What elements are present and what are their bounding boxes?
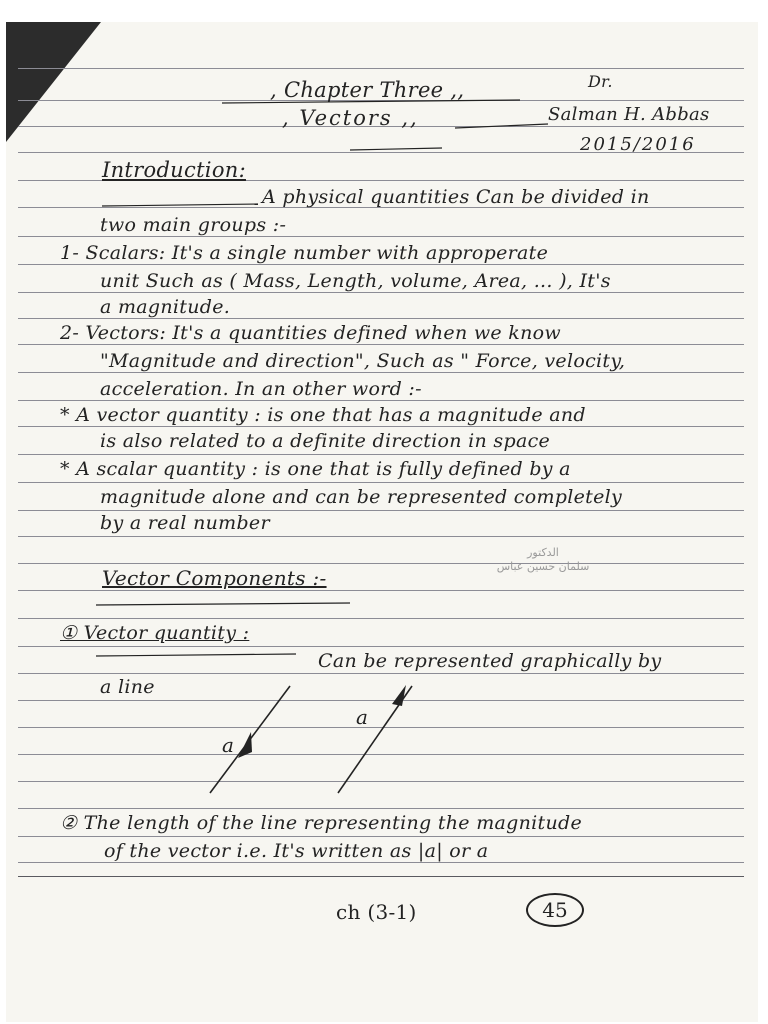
- text-line: a line: [100, 676, 155, 698]
- stamp-line-1: الدكتور: [527, 546, 559, 559]
- chapter-reference: ch (3-1): [336, 900, 417, 924]
- author-name: Salman H. Abbas: [548, 104, 710, 125]
- introduction-heading: Introduction:: [102, 158, 246, 182]
- text-line: is also related to a definite direction in space: [100, 430, 551, 452]
- page-number-badge: [526, 893, 584, 927]
- text-line: ② The length of the line representing the magnitude: [60, 812, 582, 834]
- vector-arrow-right: [338, 685, 412, 793]
- text-line: a magnitude.: [100, 296, 231, 318]
- subject-title: , Vectors ,,: [282, 106, 419, 130]
- stamp-line-2: سلمان حسين عباس: [496, 560, 590, 573]
- vector-components-heading: Vector Components :-: [102, 566, 327, 590]
- text-line: acceleration. In an other word :-: [100, 378, 422, 400]
- year-label: 2015/2016: [580, 134, 696, 155]
- text-line: two main groups :-: [100, 214, 287, 236]
- text-line: magnitude alone and can be represented completely: [100, 486, 623, 508]
- doctor-label: Dr.: [588, 72, 613, 91]
- chapter-title: , Chapter Three ,,: [270, 78, 465, 102]
- vector-quantity-heading: ① Vector quantity :: [60, 622, 250, 644]
- text-line: 2- Vectors: It's a quantities defined when we know: [60, 322, 561, 344]
- text-line: "Magnitude and direction", Such as " Force, velocity,: [100, 350, 626, 372]
- text-line: * A vector quantity : is one that has a magnitude and: [60, 404, 586, 426]
- text-line: A physical quantities Can be divided in: [262, 186, 650, 208]
- page-number: 45: [542, 898, 568, 922]
- vector-label-left: a: [222, 733, 234, 757]
- text-line: * A scalar quantity : is one that is fully defined by a: [60, 458, 571, 480]
- text-line: unit Such as ( Mass, Length, volume, Area, ... ), It's: [100, 270, 611, 292]
- text-line: Can be represented graphically by: [318, 650, 662, 672]
- text-line: by a real number: [100, 512, 270, 534]
- vector-label-right: a: [356, 705, 368, 729]
- text-line: 1- Scalars: It's a single number with approperate: [60, 242, 549, 264]
- text-line: of the vector i.e. It's written as |a| or a: [104, 840, 489, 862]
